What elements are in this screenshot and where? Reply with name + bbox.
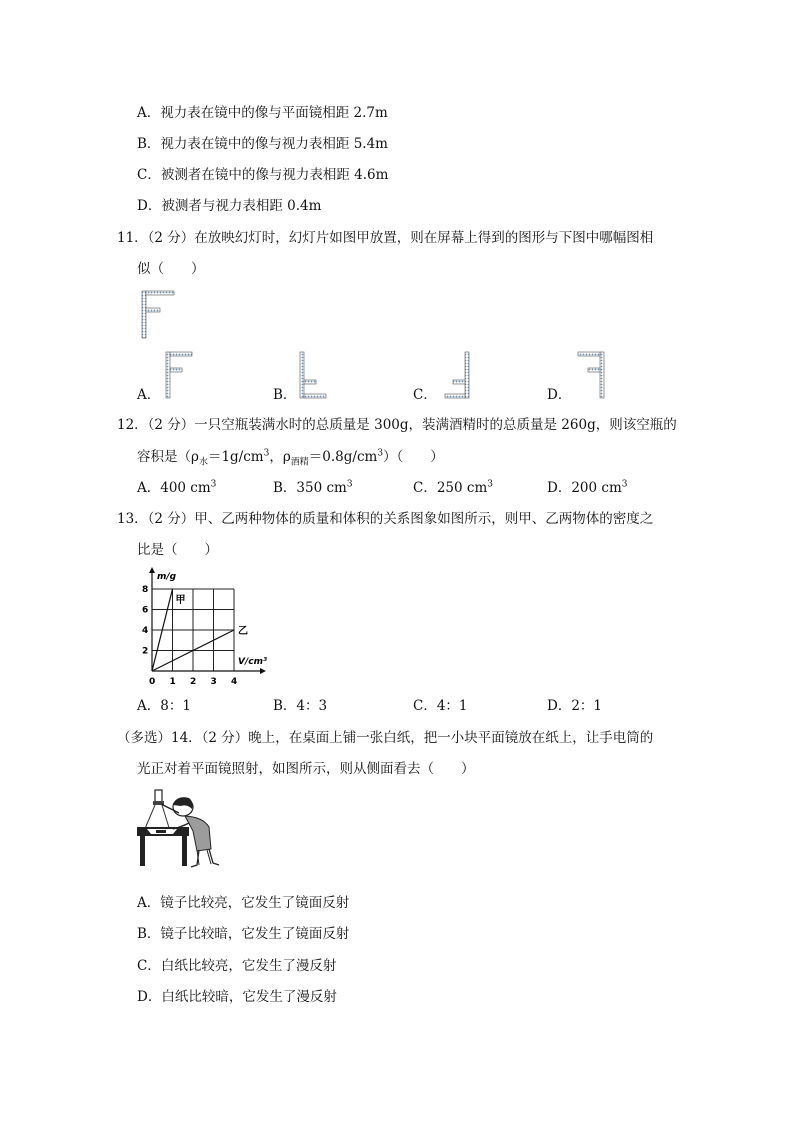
q12-option-b: B．350 $cm^3$: [273, 479, 353, 496]
q13-stem-line1: 13．（2 分）甲、乙两种物体的质量和体积的关系图象如图所示，则甲、乙两物体的密度之: [117, 511, 654, 527]
chart-y-axis-label: m/g: [157, 572, 177, 582]
q12-text-a: 容积是（ρ: [137, 449, 199, 465]
q11-option-d-figure: [570, 350, 610, 400]
q13-option-a: A．8：1: [137, 698, 191, 714]
y-tick-label: 8: [142, 585, 149, 595]
q10-option-a: A．视力表在镜中的像与平面镜相距 2.7m: [137, 105, 388, 121]
q13-stem-line2: 比是（ ）: [137, 542, 218, 558]
q12-option-c: C．250 $cm^3$: [413, 479, 493, 496]
x-tick-label: 0: [149, 677, 156, 687]
q11-option-c-label: C．: [413, 387, 437, 403]
q13-mass-volume-chart: [130, 566, 280, 690]
q10-option-c: C．被测者在镜中的像与视力表相距 4.6m: [137, 167, 389, 183]
x-tick-label: 4: [231, 677, 238, 687]
y-tick-label: 4: [142, 626, 149, 636]
q12-option-a: A．400 $cm^3$: [137, 479, 217, 496]
q13-option-b: B．4：3: [273, 698, 328, 714]
y-tick-label: 6: [142, 605, 149, 616]
y-tick-label: 2: [142, 646, 149, 657]
q11-option-a-figure: [160, 350, 196, 400]
q14-option-d: D．白纸比较暗，它发生了漫反射: [137, 989, 337, 1005]
q11-option-c-figure: [440, 350, 476, 400]
q11-slide-figure: [138, 288, 180, 340]
q12-option-d: D．200 $cm^3$: [547, 479, 628, 496]
q14-stem-line2: 光正对着平面镜照射，如图所示，则从侧面看去（ ）: [137, 761, 475, 777]
q14-option-b: B．镜子比较暗，它发生了镜面反射: [137, 926, 350, 942]
q12-text-b: ＝1g/cm: [207, 449, 264, 465]
x-tick-label: 1: [169, 677, 176, 687]
q11-option-b-label: B．: [273, 387, 297, 403]
q14-option-c: C．白纸比较亮，它发生了漫反射: [137, 958, 337, 974]
q12-sup-1: 3: [263, 448, 270, 459]
x-tick-label: 2: [190, 677, 197, 687]
q14-stem-line1: （多选）14．（2 分）晚上，在桌面上铺一张白纸，把一小块平面镜放在纸上，让手电筒的: [117, 730, 654, 746]
q12-text-e: ）（ ）: [383, 449, 444, 465]
q12-sup-2: 3: [377, 448, 384, 459]
series-label-1: 乙: [238, 626, 248, 637]
q11-option-a-label: A．: [137, 387, 161, 403]
q11-option-d-label: D．: [547, 387, 572, 403]
q12-sub-water: 水: [198, 457, 208, 468]
x-tick-label: 3: [210, 677, 217, 687]
chart-x-axis-label: V/cm³: [238, 657, 267, 667]
q10-option-d: D．被测者与视力表相距 0.4m: [137, 198, 322, 214]
q14-flashlight-illustration: [137, 787, 233, 871]
q12-sub-alcohol: 酒精: [290, 457, 309, 468]
q10-option-b: B．视力表在镜中的像与视力表相距 5.4m: [137, 136, 388, 152]
q11-stem-line1: 11．（2 分）在放映幻灯时，幻灯片如图甲放置，则在屏幕上得到的图形与下图中哪幅图相: [117, 230, 654, 246]
q12-text-d: ＝0.8g/cm: [308, 449, 378, 465]
q11-option-b-figure: [295, 350, 331, 400]
q11-stem-line2: 似（ ）: [137, 261, 205, 277]
q14-option-a: A．镜子比较亮，它发生了镜面反射: [137, 895, 350, 911]
q13-option-c: C．4：1: [413, 698, 468, 714]
q13-option-d: D．2：1: [547, 698, 603, 714]
q12-stem-line1: 12．（2 分）一只空瓶装满水时的总质量是 300g，装满酒精时的总质量是 260g，则该空瓶的: [117, 417, 677, 433]
q12-stem-line2: [137, 448, 444, 466]
q12-text-c: ，ρ: [269, 449, 291, 465]
series-label-0: 甲: [175, 595, 186, 606]
y-axis-arrow: [149, 567, 155, 573]
x-axis-arrow: [260, 668, 266, 674]
